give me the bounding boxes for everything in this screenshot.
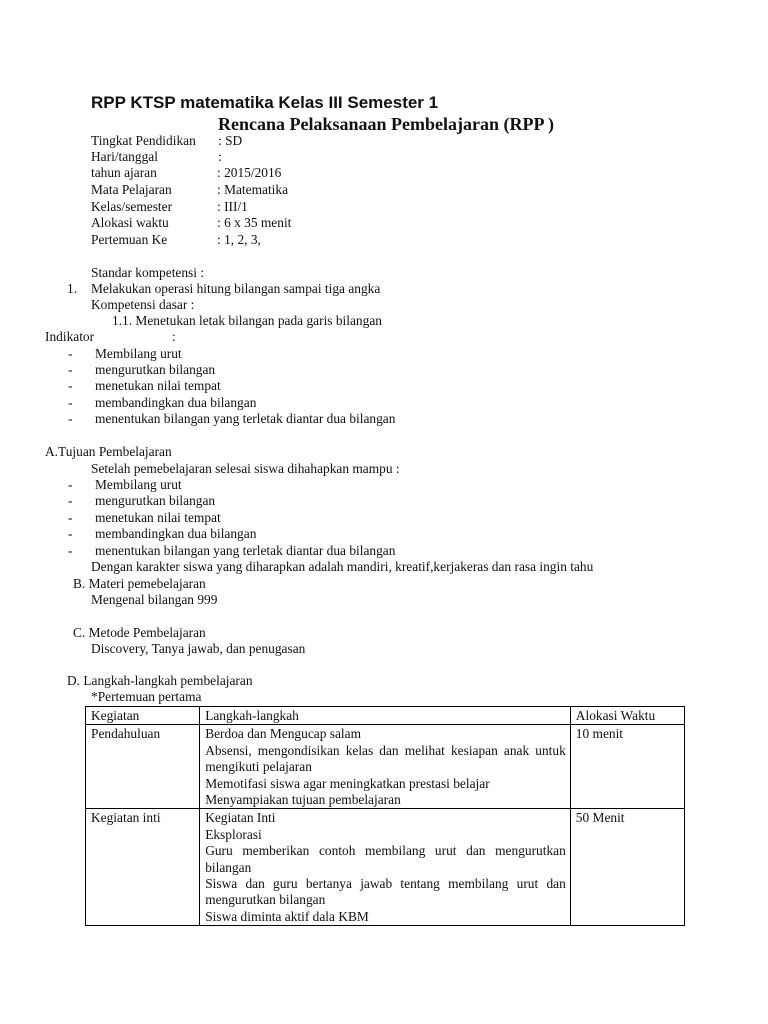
langkah-line: Siswa dan guru bertanya jawab tentang membilang urut dan mengurutkan bilangan [205, 876, 566, 908]
table-header-cell: Langkah-langkah [200, 707, 571, 725]
waktu-cell: 50 Menit [570, 809, 684, 926]
kompetensi-dasar-label: Kompetensi dasar : [91, 297, 195, 312]
identity-value: : Matematika [217, 182, 289, 197]
identity-label: tahun ajaran [91, 165, 157, 180]
kegiatan-cell: Kegiatan inti [86, 809, 200, 926]
tujuan-item: Membilang urut [95, 477, 182, 492]
identity-value: : III/1 [217, 199, 248, 214]
langkah-line: Guru memberikan contoh membilang urut dan mengurutkan bilangan [205, 843, 566, 875]
langkah-cell [200, 725, 571, 809]
tujuan-item: mengurutkan bilangan [95, 493, 216, 508]
kegiatan-cell: Pendahuluan [86, 725, 200, 809]
indikator-item: mengurutkan bilangan [95, 362, 216, 377]
identity-value: : SD [218, 133, 243, 148]
identity-value: : 2015/2016 [217, 165, 282, 180]
identity-label: Alokasi waktu [91, 215, 169, 230]
section-c-content: Discovery, Tanya jawab, dan penugasan [91, 641, 306, 656]
langkah-line: Memotifasi siswa agar meningkatkan prestasi belajar [205, 775, 490, 791]
langkah-line: Kegiatan Inti [205, 810, 276, 826]
table-row [86, 725, 685, 809]
tujuan-item: membandingkan dua bilangan [95, 526, 257, 541]
bullet-dash: - [68, 493, 73, 508]
bullet-dash: - [68, 526, 73, 541]
karakter-text: Dengan karakter siswa yang diharapkan adalah mandiri, kreatif,kerjakeras dan rasa ingin tahu [91, 559, 594, 574]
indikator-colon: : [172, 329, 176, 344]
langkah-line: Eksplorasi [205, 826, 262, 842]
indikator-item: menentukan bilangan yang terletak diantar dua bilangan [95, 411, 396, 426]
table-header-cell: Kegiatan [86, 707, 200, 725]
indikator-label: Indikator [45, 329, 95, 344]
sk-number: 1. [67, 281, 78, 296]
identity-value: : 6 x 35 menit [217, 215, 292, 230]
langkah-line: Siswa diminta aktif dala KBM [205, 908, 369, 924]
waktu-cell: 10 menit [570, 725, 684, 809]
tujuan-item: menetukan nilai tempat [95, 510, 221, 525]
table-header-row [86, 707, 685, 725]
indikator-item: menetukan nilai tempat [95, 378, 221, 393]
identity-value: : 1, 2, 3, [217, 232, 261, 247]
document-title: RPP KTSP matematika Kelas III Semester 1 [91, 93, 439, 112]
langkah-cell [200, 809, 571, 926]
identity-label: Mata Pelajaran [91, 182, 172, 197]
table-header-cell: Alokasi Waktu [570, 707, 684, 725]
identity-label: Kelas/semester [91, 199, 173, 214]
bullet-dash: - [68, 395, 73, 410]
langkah-line: Berdoa dan Mengucap salam [205, 726, 361, 742]
identity-label: Tingkat Pendidikan [91, 133, 196, 148]
bullet-dash: - [68, 378, 73, 393]
langkah-line: Menyampiakan tujuan pembelajaran [205, 792, 401, 808]
section-d-sub: *Pertemuan pertama [91, 689, 202, 704]
identity-label: Pertemuan Ke [91, 232, 168, 247]
indikator-item: Membilang urut [95, 346, 182, 361]
kompetensi-dasar-item: 1.1. Menetukan letak bilangan pada garis bilangan [112, 313, 382, 328]
section-a-intro: Setelah pemebelajaran selesai siswa dihahapkan mampu : [91, 461, 400, 476]
section-b-content: Mengenal bilangan 999 [91, 592, 218, 607]
langkah-line: Absensi, mengondisikan kelas dan melihat kesiapan anak untuk mengikuti pelajaran [205, 742, 566, 775]
bullet-dash: - [68, 362, 73, 377]
bullet-dash: - [68, 346, 73, 361]
document-subtitle: Rencana Pelaksanaan Pembelajaran (RPP ) [218, 114, 554, 134]
table-row [86, 809, 685, 926]
bullet-dash: - [68, 510, 73, 525]
bullet-dash: - [68, 411, 73, 426]
standar-kompetensi-label: Standar kompetensi : [91, 265, 205, 280]
indikator-item: membandingkan dua bilangan [95, 395, 257, 410]
section-c-title: C. Metode Pembelajaran [73, 625, 206, 640]
section-a-title: A.Tujuan Pembelajaran [45, 444, 172, 459]
sk-text: Melakukan operasi hitung bilangan sampai tiga angka [91, 281, 381, 296]
tujuan-item: menentukan bilangan yang terletak diantar dua bilangan [95, 543, 396, 558]
bullet-dash: - [68, 543, 73, 558]
identity-value: : [218, 149, 222, 164]
section-d-title: D. Langkah-langkah pembelajaran [67, 673, 253, 688]
bullet-dash: - [68, 477, 73, 492]
section-b-title: B. Materi pemebelajaran [73, 576, 206, 591]
identity-label: Hari/tanggal [91, 149, 158, 164]
langkah-table [85, 706, 685, 926]
